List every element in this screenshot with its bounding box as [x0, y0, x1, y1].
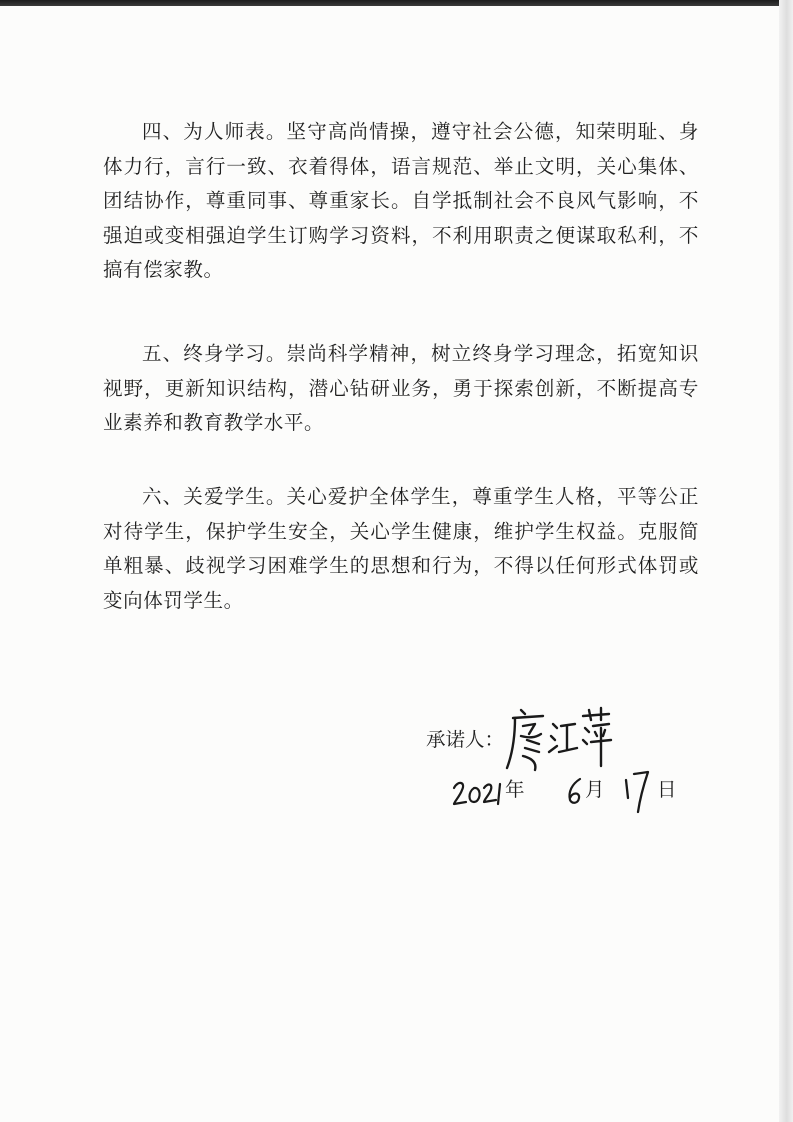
handwritten-month	[566, 776, 584, 806]
paragraph-five: 五、终身学习。崇尚科学精神，树立终身学习理念，拓宽知识视野，更新知识结构，潜心钻研业务，勇于探索创新，不断提高专业素养和教育教学水平。	[103, 342, 699, 434]
handwritten-day	[618, 768, 654, 816]
scan-right-edge	[779, 0, 793, 1122]
year-character: 年	[505, 778, 525, 801]
paragraph-six: 六、关爱学生。关心爱护全体学生，尊重学生人格，平等公正对待学生，保护学生安全，关心学生健康，维护学生权益。克服简单粗暴、歧视学习困难学生的思想和行为，不得以任何形式体罚或变向体罚学生。	[103, 485, 699, 612]
month-character: 月	[585, 778, 605, 801]
scan-top-edge	[0, 0, 793, 6]
handwritten-year	[452, 778, 504, 808]
promisor-label: 承诺人：	[426, 728, 505, 751]
paragraph-four: 四、为人师表。坚守高尚情操，遵守社会公德，知荣明耻、身体力行，言行一致、衣着得体，语言规范、举止文明，关心集体、团结协作，尊重同事、尊重家长。自学抵制社会不良风气影响，不强迫或变相强迫学生订购学习资料，不利用职责之便谋取私利，不搞有偿家教。	[103, 120, 699, 281]
day-character: 日	[657, 778, 677, 801]
handwritten-signature	[505, 704, 615, 776]
